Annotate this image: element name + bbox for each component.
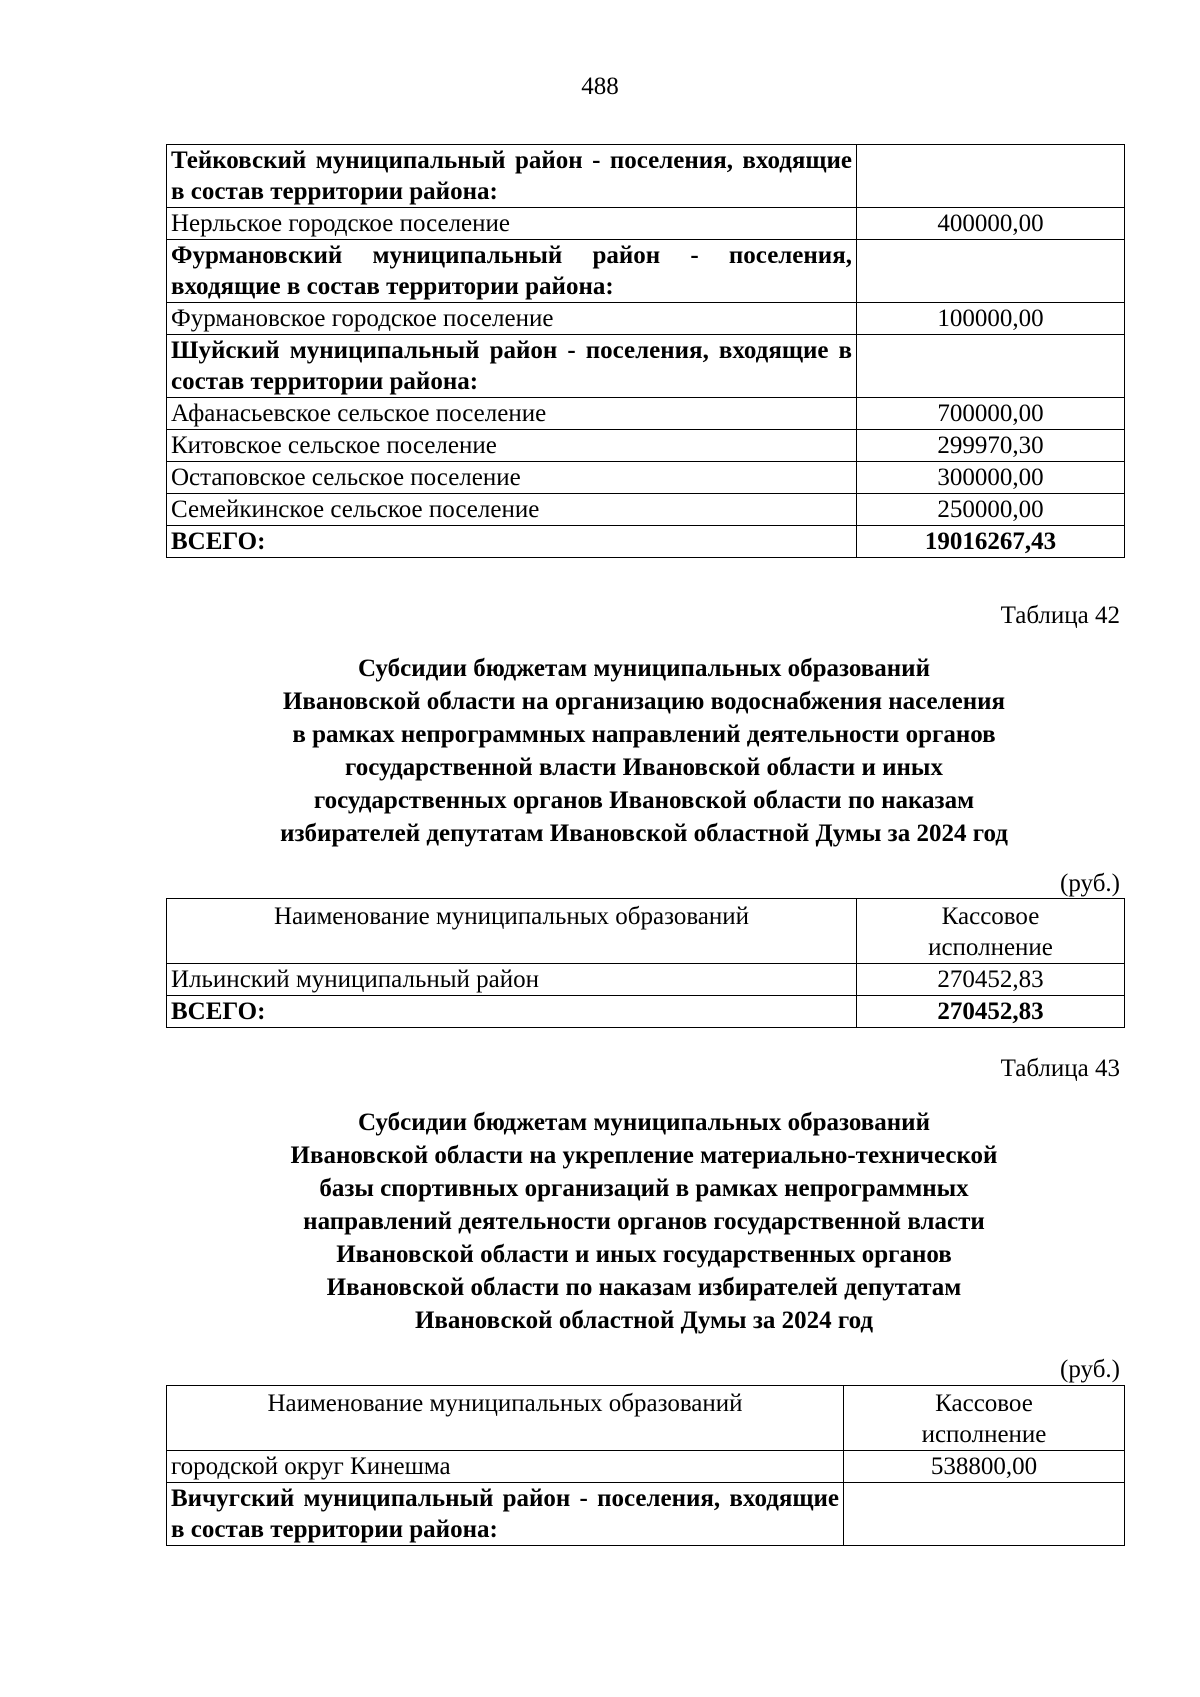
table-header-row xyxy=(167,1386,1125,1451)
header-value-cell xyxy=(857,899,1125,964)
row-name-cell: Шуйский муниципальный район - поселения, входящие в состав территории района: xyxy=(167,335,857,398)
table-43-label: Таблица 43 xyxy=(1000,1055,1120,1082)
row-name-cell: Китовское сельское поселение xyxy=(167,430,857,462)
row-value-cell: 250000,00 xyxy=(857,494,1125,526)
header-value-line2: исполнение xyxy=(921,1421,1047,1448)
row-name-cell: Афанасьевское сельское поселение xyxy=(167,398,857,430)
row-value-cell: 299970,30 xyxy=(857,430,1125,462)
row-name-cell: Семейкинское сельское поселение xyxy=(167,494,857,526)
row-value-cell: 300000,00 xyxy=(857,462,1125,494)
table-row xyxy=(167,494,1125,526)
table-row xyxy=(167,145,1125,208)
title-line: государственной власти Ивановской области и иных xyxy=(345,754,943,781)
row-value-cell xyxy=(857,335,1125,398)
row-value-cell: 400000,00 xyxy=(857,208,1125,240)
table-42 xyxy=(166,898,1125,1028)
row-value-cell: 700000,00 xyxy=(857,398,1125,430)
title-line: направлений деятельности органов государственной власти xyxy=(303,1208,985,1235)
table-42-title xyxy=(166,652,1122,850)
row-value-cell xyxy=(844,1483,1125,1546)
header-value-cell xyxy=(844,1386,1125,1451)
row-name-cell: Вичугский муниципальный район - поселения, входящие в состав территории района: xyxy=(167,1483,844,1546)
table-row xyxy=(167,462,1125,494)
table-row xyxy=(167,208,1125,240)
header-value-line1: Кассовое xyxy=(941,903,1040,930)
table-43-unit: (руб.) xyxy=(1060,1356,1120,1383)
table-header-row xyxy=(167,899,1125,964)
table-42-label: Таблица 42 xyxy=(1000,602,1120,629)
table-43 xyxy=(166,1385,1125,1546)
table-row xyxy=(167,335,1125,398)
table-41-continuation xyxy=(166,144,1125,558)
title-line: Субсидии бюджетам муниципальных образований xyxy=(358,655,930,682)
row-name-cell: Ильинский муниципальный район xyxy=(167,964,857,996)
title-line: Ивановской областной Думы за 2024 год xyxy=(414,1307,874,1334)
title-line: Ивановской области на организацию водоснабжения населения xyxy=(282,688,1006,715)
row-name-cell: ВСЕГО: xyxy=(167,526,857,558)
row-value-cell: 100000,00 xyxy=(857,303,1125,335)
row-value-cell: 270452,83 xyxy=(857,964,1125,996)
row-name-cell: Фурмановский муниципальный район - поселения, входящие в состав территории района: xyxy=(167,240,857,303)
title-line: в рамках непрограммных направлений деятельности органов xyxy=(292,721,996,748)
title-line: избирателей депутатам Ивановской областной Думы за 2024 год xyxy=(280,820,1008,847)
table-row xyxy=(167,430,1125,462)
title-line: Ивановской области и иных государственных органов xyxy=(336,1241,952,1268)
title-line: Субсидии бюджетам муниципальных образований xyxy=(358,1109,930,1136)
row-value-cell: 538800,00 xyxy=(844,1451,1125,1483)
row-name-cell: ВСЕГО: xyxy=(167,996,857,1028)
row-name-cell: Нерльское городское поселение xyxy=(167,208,857,240)
row-name-cell: Остаповское сельское поселение xyxy=(167,462,857,494)
table-row xyxy=(167,240,1125,303)
table-row xyxy=(167,526,1125,558)
title-line: базы спортивных организаций в рамках непрограммных xyxy=(319,1175,969,1202)
table-42-unit: (руб.) xyxy=(1060,870,1120,897)
row-value-cell xyxy=(857,240,1125,303)
table-row xyxy=(167,303,1125,335)
title-line: Ивановской области на укрепление материально-технической xyxy=(290,1142,998,1169)
table-row xyxy=(167,996,1125,1028)
table-row xyxy=(167,1483,1125,1546)
row-name-cell: Тейковский муниципальный район - поселения, входящие в состав территории района: xyxy=(167,145,857,208)
table-row xyxy=(167,398,1125,430)
header-value-line1: Кассовое xyxy=(935,1390,1033,1417)
row-value-cell: 270452,83 xyxy=(857,996,1125,1028)
row-value-cell: 19016267,43 xyxy=(857,526,1125,558)
row-name-cell: городской округ Кинешма xyxy=(167,1451,844,1483)
row-value-cell xyxy=(857,145,1125,208)
header-name-cell: Наименование муниципальных образований xyxy=(167,1386,844,1451)
page-number: 488 xyxy=(581,73,619,100)
row-name-cell: Фурмановское городское поселение xyxy=(167,303,857,335)
table-43-title xyxy=(166,1106,1122,1337)
title-line: государственных органов Ивановской области по наказам xyxy=(313,787,975,814)
table-row xyxy=(167,964,1125,996)
title-line: Ивановской области по наказам избирателей депутатам xyxy=(326,1274,962,1301)
table-row xyxy=(167,1451,1125,1483)
header-name-cell: Наименование муниципальных образований xyxy=(167,899,857,964)
header-value-line2: исполнение xyxy=(928,934,1053,961)
